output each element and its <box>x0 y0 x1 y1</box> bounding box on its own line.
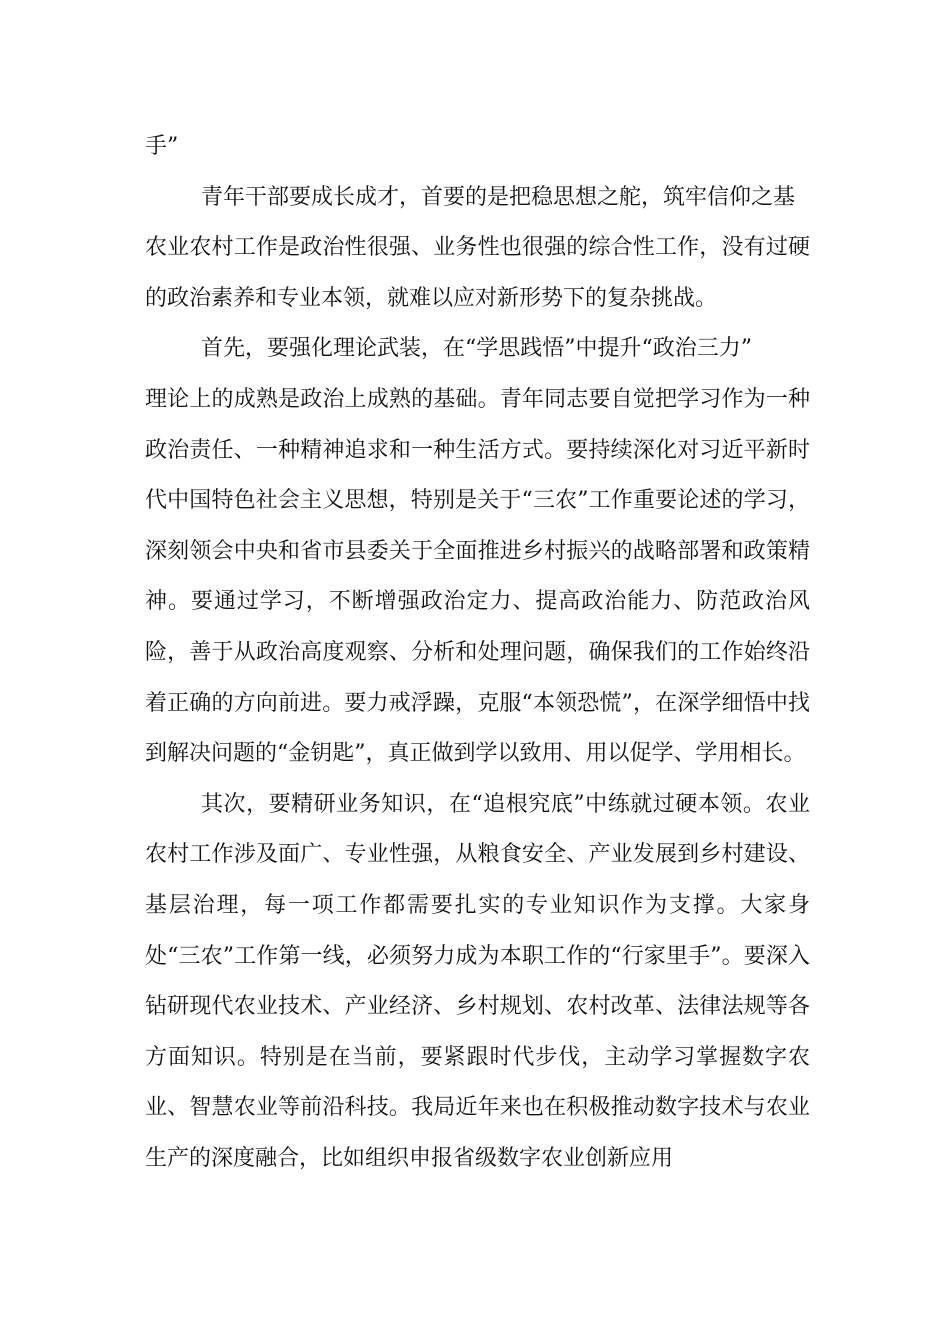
paragraph: 农业农村工作是政治性很强、业务性也很强的综合性工作，没有过硬的政治素养和专业本领，就难以应对新形势下的复杂挑战。 <box>145 235 810 311</box>
paragraph-continuation: 手” <box>145 134 179 159</box>
paragraph: 理论上的成熟是政治上成熟的基础。青年同志要自觉把学习作为一种政治责任、一种精神追求和一种生活方式。要持续深化对习近平新时代中国特色社会主义思想，特别是关于“三农”工作重要论述的学习，深刻领会中央和省市县委关于全面推进乡村振兴的战略部署和政策精神。要通过学习，不断增强政治定力、提高政治能力、防范政治风险，善于从政治高度观察、分析和处理问题，确保我们的工作始终沿着正确的方向前进。要力戒浮躁，克服“本领恐慌”，在深学细悟中找到解决问题的“金钥匙”，真正做到学以致用、用以促学、学用相长。 <box>145 386 810 767</box>
paragraph-subheading: 首先，要强化理论武装，在“学思践悟”中提升“政治三力” <box>201 336 752 362</box>
body-text <box>145 122 810 1184</box>
paragraph-heading: 青年干部要成长成才，首要的是把稳思想之舵，筑牢信仰之基 <box>201 184 796 210</box>
paragraph: 其次，要精研业务知识，在“追根究底”中练就过硬本领。农业农村工作涉及面广、专业性强，从粮食安全、产业发展到乡村建设、基层治理，每一项工作都需要扎实的专业知识作为支撑。大家身处“三农”工作第一线，必须努力成为本职工作的“行家里手”。要深入钻研现代农业技术、产业经济、乡村规划、农村改革、法律法规等各方面知识。特别是在当前，要紧跟时代步伐，主动学习掌握数字农业、智慧农业等前沿科技。我局近年来也在积极推动数字技术与农业生产的深度融合，比如组织申报省级数字农业创新应用 <box>145 791 810 1171</box>
